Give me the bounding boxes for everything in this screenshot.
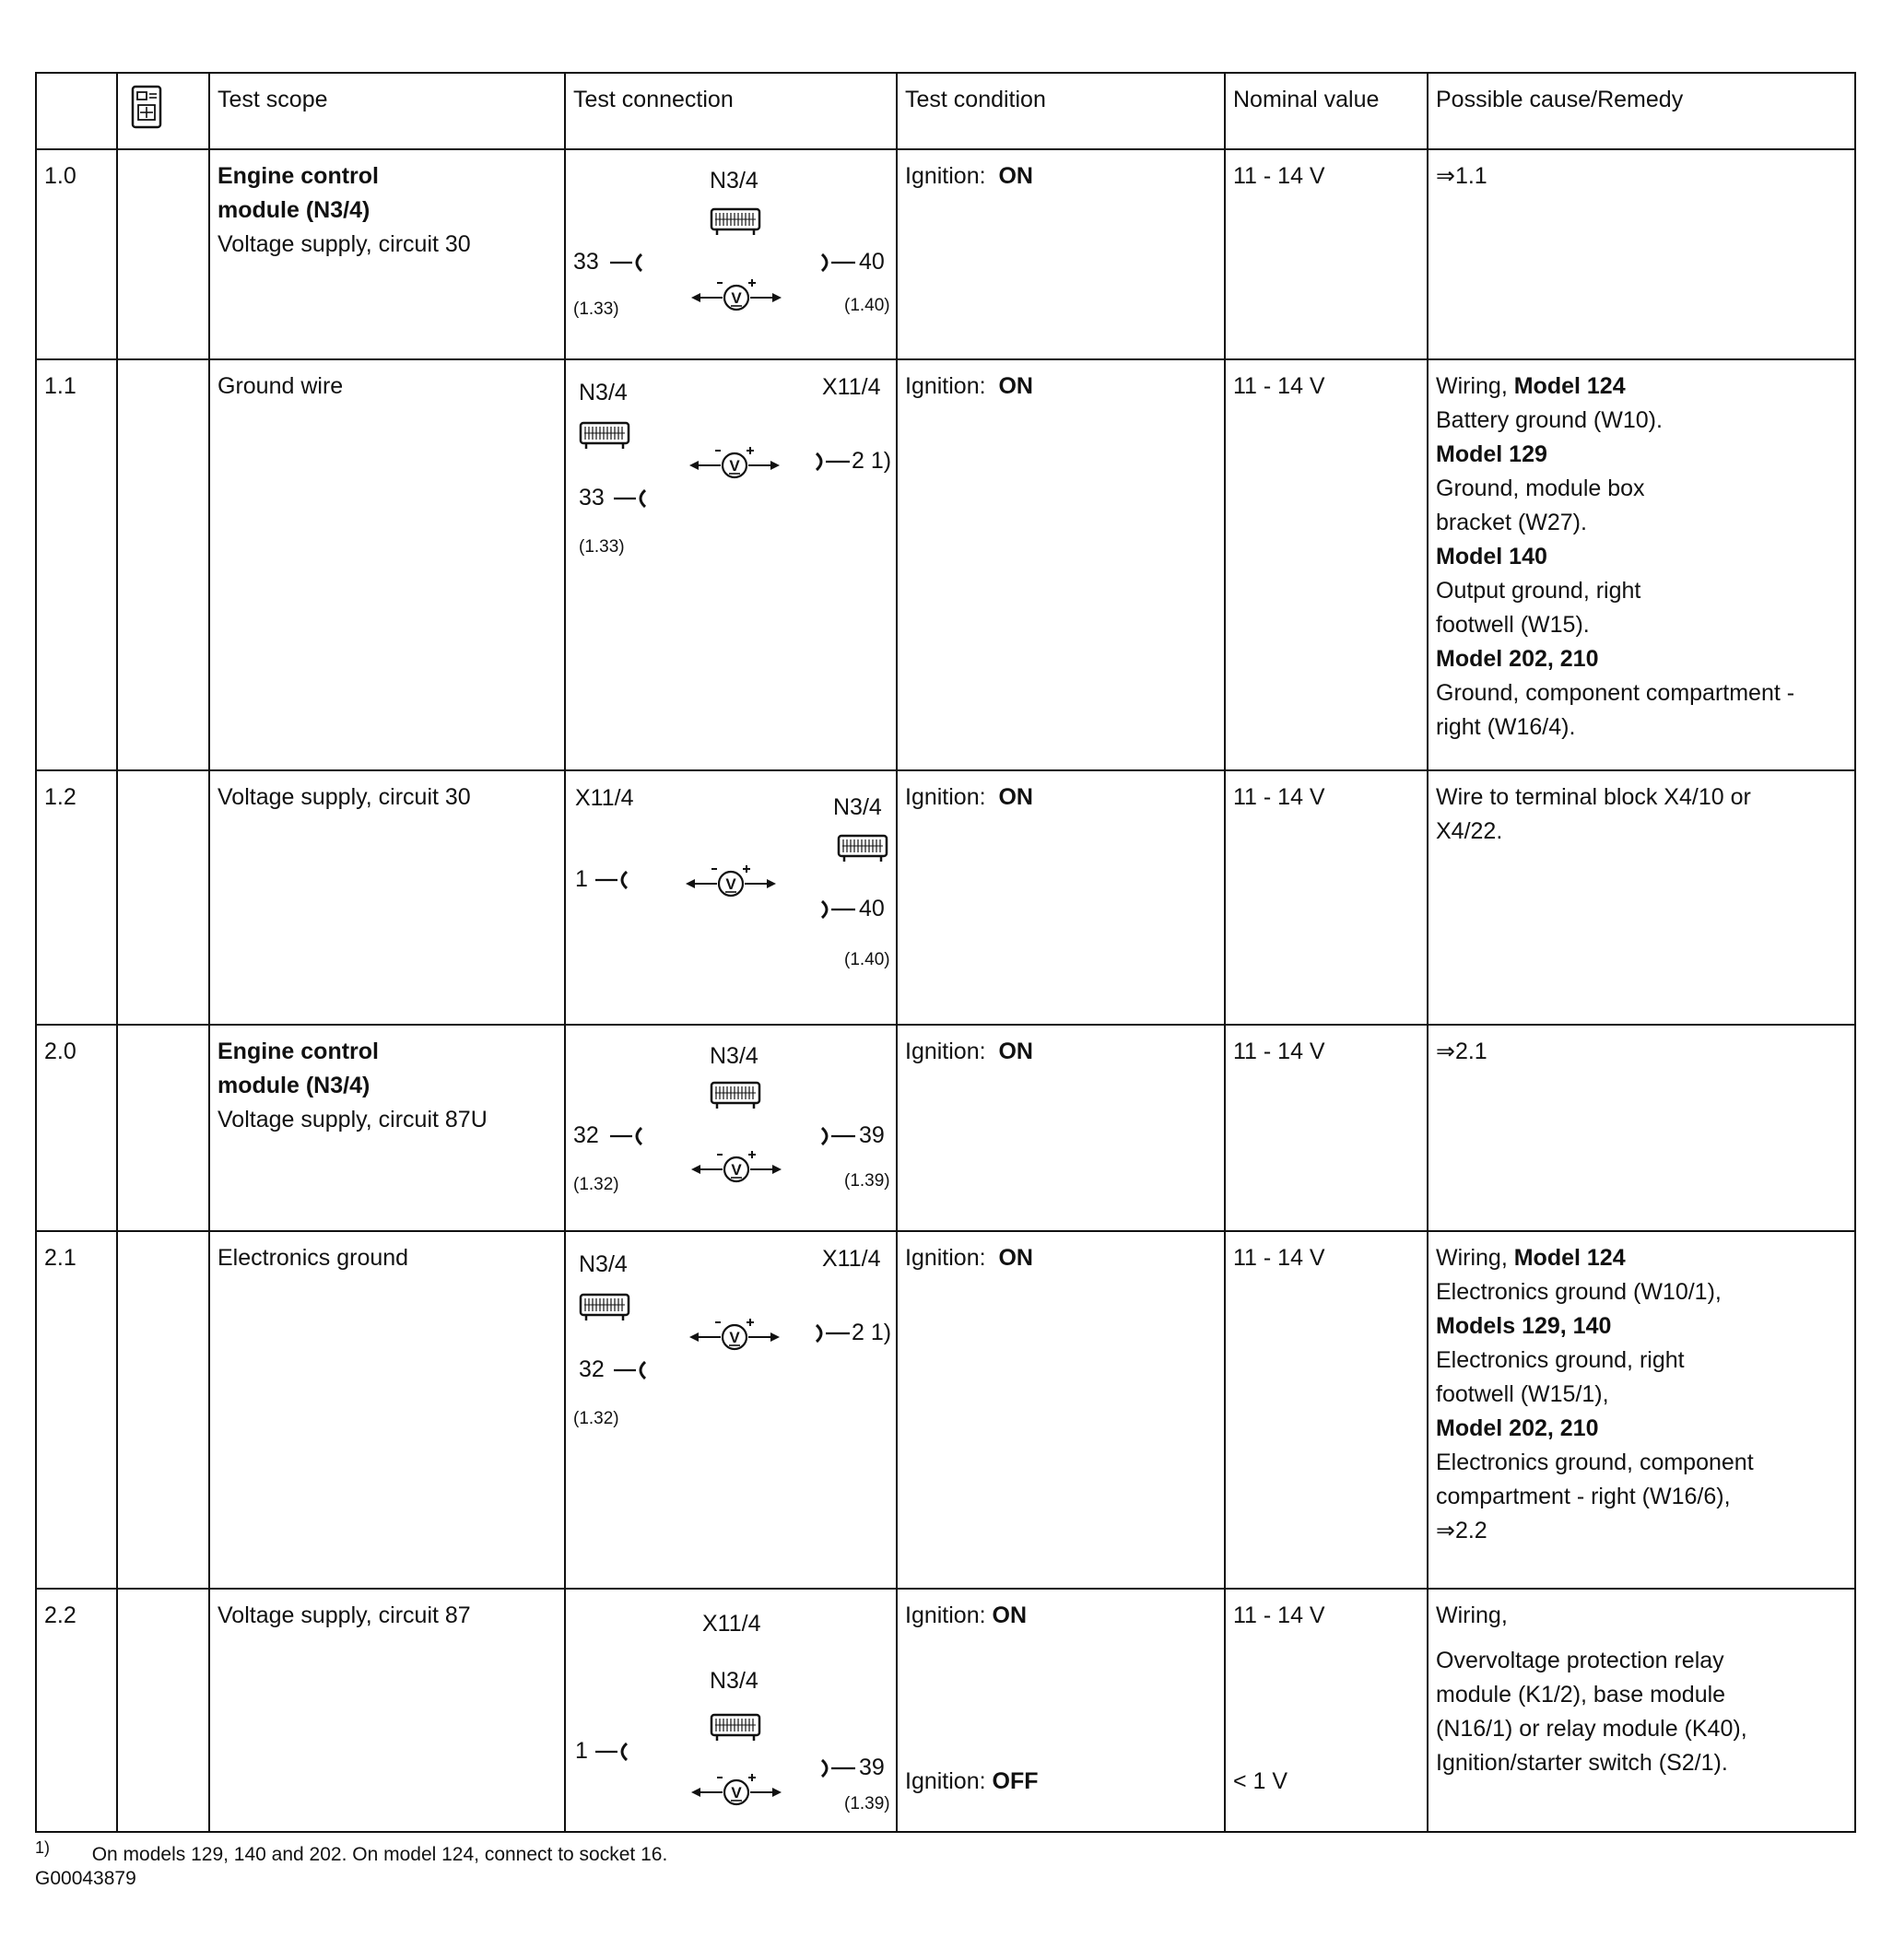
tester-cell xyxy=(117,149,209,359)
nominal-value: 11 - 14 V xyxy=(1233,1602,1325,1628)
cause-model: Model 202, 210 xyxy=(1436,646,1599,672)
cause-model: Models 129, 140 xyxy=(1436,1313,1612,1339)
cause-text: X4/22. xyxy=(1436,818,1503,844)
cause-text: Electronics ground, right xyxy=(1436,1347,1685,1373)
footnote-text: On models 129, 140 and 202. On model 124, connect to socket 16. xyxy=(91,1844,668,1865)
test-scope xyxy=(209,770,565,1025)
cause-model: Model 140 xyxy=(1436,544,1547,569)
scope-title-line: Engine control xyxy=(218,163,379,189)
test-connection xyxy=(565,149,897,359)
pin-right: 2 1) xyxy=(852,448,892,474)
cause-text: footwell (W15). xyxy=(1436,612,1590,638)
cause-text: Ignition/starter switch (S2/1). xyxy=(1436,1750,1728,1776)
condition-value: ON xyxy=(998,1039,1033,1064)
condition-label: Ignition: xyxy=(905,784,986,810)
condition-label: Ignition: xyxy=(905,1602,986,1628)
pin-right: 40 xyxy=(859,896,885,921)
scope-title-line: module (N3/4) xyxy=(218,1073,370,1098)
condition-label: Ignition: xyxy=(905,163,986,189)
svg-text:V: V xyxy=(731,1161,742,1179)
cause-text: Output ground, right xyxy=(1436,578,1641,604)
pin-right: 2 1) xyxy=(852,1320,892,1345)
connector-label-left: N3/4 xyxy=(579,380,628,405)
cause-text: Electronics ground, component xyxy=(1436,1449,1754,1475)
test-connection xyxy=(565,1231,897,1589)
scope-title-line: module (N3/4) xyxy=(218,197,370,223)
voltmeter-icon xyxy=(688,1315,782,1352)
test-row-1-0 xyxy=(36,149,1855,359)
connector-label-right: X11/4 xyxy=(822,1246,881,1272)
test-condition xyxy=(897,149,1225,359)
condition-label: Ignition: xyxy=(905,1768,986,1794)
ecu-connector-icon xyxy=(579,421,632,451)
pin-left: 32 xyxy=(573,1122,599,1148)
test-scope xyxy=(209,1589,565,1832)
pin-left: 1 xyxy=(575,866,588,892)
possible-cause xyxy=(1428,770,1855,1025)
test-condition xyxy=(897,770,1225,1025)
step-number: 2.1 xyxy=(36,1231,117,1589)
condition-value: OFF xyxy=(992,1768,1039,1794)
tester-icon xyxy=(131,85,162,129)
scope-text: Voltage supply, circuit 30 xyxy=(218,784,471,810)
condition-label: Ignition: xyxy=(905,1245,986,1271)
cause-model: Model 129 xyxy=(1436,441,1547,467)
header-step-number xyxy=(36,73,117,149)
cause-text: compartment - right (W16/6), xyxy=(1436,1484,1731,1509)
test-scope xyxy=(209,1231,565,1589)
test-connection xyxy=(565,359,897,770)
tester-cell xyxy=(117,770,209,1025)
cause-model: Model 202, 210 xyxy=(1436,1415,1599,1441)
cause-text: Wiring, xyxy=(1436,373,1514,399)
test-scope xyxy=(209,1025,565,1231)
test-row-2-1 xyxy=(36,1231,1855,1589)
ecu-connector-icon xyxy=(710,1081,763,1110)
scope-text: Ground wire xyxy=(218,373,344,399)
condition-value: ON xyxy=(998,1245,1033,1271)
step-number: 2.2 xyxy=(36,1589,117,1832)
pin-left: 33 xyxy=(579,485,605,511)
header-possible-cause: Possible cause/Remedy xyxy=(1428,73,1855,149)
socket-ref-right: (1.40) xyxy=(844,950,890,969)
step-number: 1.2 xyxy=(36,770,117,1025)
ecu-connector-icon xyxy=(579,1293,632,1322)
nominal-value: 11 - 14 V xyxy=(1225,1231,1428,1589)
possible-cause: ⇒2.1 xyxy=(1428,1025,1855,1231)
probe-socket-left-icon xyxy=(608,1123,651,1149)
svg-text:V: V xyxy=(725,875,736,893)
condition-value: ON xyxy=(998,784,1033,810)
svg-text:V: V xyxy=(729,1329,740,1346)
plug-socket-right-icon xyxy=(815,897,857,922)
socket-ref-right: (1.39) xyxy=(844,1171,890,1191)
plug-socket-right-icon xyxy=(809,449,852,475)
connector-label-left: N3/4 xyxy=(579,1251,628,1277)
cause-model: Model 124 xyxy=(1513,373,1626,399)
header-tester-cell xyxy=(117,73,209,149)
nominal-value: 11 - 14 V xyxy=(1225,770,1428,1025)
cause-text: right (W16/4). xyxy=(1436,714,1576,740)
cause-text: Ground, component compartment - xyxy=(1436,680,1795,706)
tester-cell xyxy=(117,1231,209,1589)
nominal-value: 11 - 14 V xyxy=(1225,149,1428,359)
test-row-2-0 xyxy=(36,1025,1855,1231)
header-row xyxy=(36,73,1855,149)
voltmeter-icon xyxy=(689,1770,783,1807)
test-row-1-1 xyxy=(36,359,1855,770)
pin-left: 33 xyxy=(573,249,599,275)
step-number: 1.0 xyxy=(36,149,117,359)
plug-socket-right-icon xyxy=(815,1123,857,1149)
test-scope xyxy=(209,359,565,770)
ecu-connector-icon xyxy=(710,207,763,237)
header-test-condition: Test condition xyxy=(897,73,1225,149)
condition-value: ON xyxy=(998,373,1033,399)
probe-socket-left-icon xyxy=(594,1739,636,1765)
scope-text: Voltage supply, circuit 87U xyxy=(218,1107,488,1133)
test-table-sheet xyxy=(35,72,1854,1833)
pin-left: 32 xyxy=(579,1356,605,1382)
nominal-value: < 1 V xyxy=(1233,1768,1288,1794)
tester-cell xyxy=(117,359,209,770)
test-table xyxy=(35,72,1856,1833)
possible-cause xyxy=(1428,359,1855,770)
test-connection xyxy=(565,1589,897,1832)
probe-socket-left-icon xyxy=(612,1357,654,1383)
cause-text: (N16/1) or relay module (K40), xyxy=(1436,1716,1747,1742)
voltmeter-icon xyxy=(689,276,783,312)
cause-text: Battery ground (W10). xyxy=(1436,407,1663,433)
test-condition xyxy=(897,1589,1225,1832)
scope-text: Electronics ground xyxy=(218,1245,409,1271)
nominal-value: 11 - 14 V xyxy=(1225,1025,1428,1231)
possible-cause xyxy=(1428,1589,1855,1832)
possible-cause: ⇒1.1 xyxy=(1428,149,1855,359)
tester-cell xyxy=(117,1589,209,1832)
cause-text: Wiring, xyxy=(1436,1245,1514,1271)
cause-text: module (K1/2), base module xyxy=(1436,1682,1726,1708)
connector-label: N3/4 xyxy=(710,1043,758,1069)
svg-text:V: V xyxy=(731,1784,742,1802)
cause-text: Wire to terminal block X4/10 or xyxy=(1436,784,1751,810)
test-condition xyxy=(897,1025,1225,1231)
cause-text: footwell (W15/1), xyxy=(1436,1381,1609,1407)
nominal-value: 11 - 14 V xyxy=(1225,359,1428,770)
pin-right: 39 xyxy=(859,1755,885,1780)
document-id: G00043879 xyxy=(35,1868,136,1889)
cause-text: bracket (W27). xyxy=(1436,510,1587,535)
svg-text:V: V xyxy=(731,289,742,307)
socket-ref-left: (1.33) xyxy=(579,537,625,557)
test-connection xyxy=(565,770,897,1025)
test-connection xyxy=(565,1025,897,1231)
cause-text: Electronics ground (W10/1), xyxy=(1436,1279,1722,1305)
connector-label: N3/4 xyxy=(710,1668,758,1694)
footnote xyxy=(35,1834,667,1869)
probe-socket-left-icon xyxy=(608,250,651,276)
step-number: 2.0 xyxy=(36,1025,117,1231)
footnote-mark: 1) xyxy=(35,1838,51,1857)
cause-text: Overvoltage protection relay xyxy=(1436,1648,1724,1673)
voltmeter-icon xyxy=(684,862,778,898)
pin-right: 40 xyxy=(859,249,885,275)
condition-value: ON xyxy=(998,163,1033,189)
cause-text: Wiring, xyxy=(1436,1602,1508,1628)
scope-text: Voltage supply, circuit 87 xyxy=(218,1602,471,1628)
socket-ref-left: (1.32) xyxy=(573,1175,619,1194)
cause-model: Model 124 xyxy=(1513,1245,1626,1271)
voltmeter-icon xyxy=(688,443,782,480)
plug-socket-right-icon xyxy=(809,1320,852,1346)
plug-socket-right-icon xyxy=(815,1755,857,1781)
svg-text:V: V xyxy=(729,457,740,475)
plug-socket-right-icon xyxy=(815,250,857,276)
test-condition xyxy=(897,359,1225,770)
cause-text: Ground, module box xyxy=(1436,475,1645,501)
socket-ref-right: (1.40) xyxy=(844,296,890,315)
scope-title-line: Engine control xyxy=(218,1039,379,1064)
nominal-value-cell xyxy=(1225,1589,1428,1832)
header-nominal-value: Nominal value xyxy=(1225,73,1428,149)
cause-link: ⇒2.2 xyxy=(1436,1518,1487,1543)
socket-ref-left: (1.32) xyxy=(573,1409,619,1428)
condition-label: Ignition: xyxy=(905,373,986,399)
socket-ref-left: (1.33) xyxy=(573,299,619,319)
connector-label: X11/4 xyxy=(702,1611,761,1637)
step-number: 1.1 xyxy=(36,359,117,770)
condition-label: Ignition: xyxy=(905,1039,986,1064)
socket-ref-right: (1.39) xyxy=(844,1794,890,1813)
pin-right: 39 xyxy=(859,1122,885,1148)
connector-label: N3/4 xyxy=(710,168,758,194)
probe-socket-left-icon xyxy=(612,486,654,511)
header-test-scope: Test scope xyxy=(209,73,565,149)
connector-label-right: N3/4 xyxy=(833,794,882,820)
voltmeter-icon xyxy=(689,1147,783,1184)
test-row-2-2 xyxy=(36,1589,1855,1832)
condition-value: ON xyxy=(992,1602,1028,1628)
tester-cell xyxy=(117,1025,209,1231)
test-condition xyxy=(897,1231,1225,1589)
test-scope xyxy=(209,149,565,359)
pin-left: 1 xyxy=(575,1738,588,1764)
ecu-connector-icon xyxy=(837,834,890,863)
connector-label-right: X11/4 xyxy=(822,374,881,400)
possible-cause xyxy=(1428,1231,1855,1589)
probe-socket-left-icon xyxy=(594,867,636,893)
scope-text: Voltage supply, circuit 30 xyxy=(218,231,471,257)
connector-label-left: X11/4 xyxy=(575,785,634,811)
test-row-1-2 xyxy=(36,770,1855,1025)
header-test-connection: Test connection xyxy=(565,73,897,149)
ecu-connector-icon xyxy=(710,1713,763,1743)
